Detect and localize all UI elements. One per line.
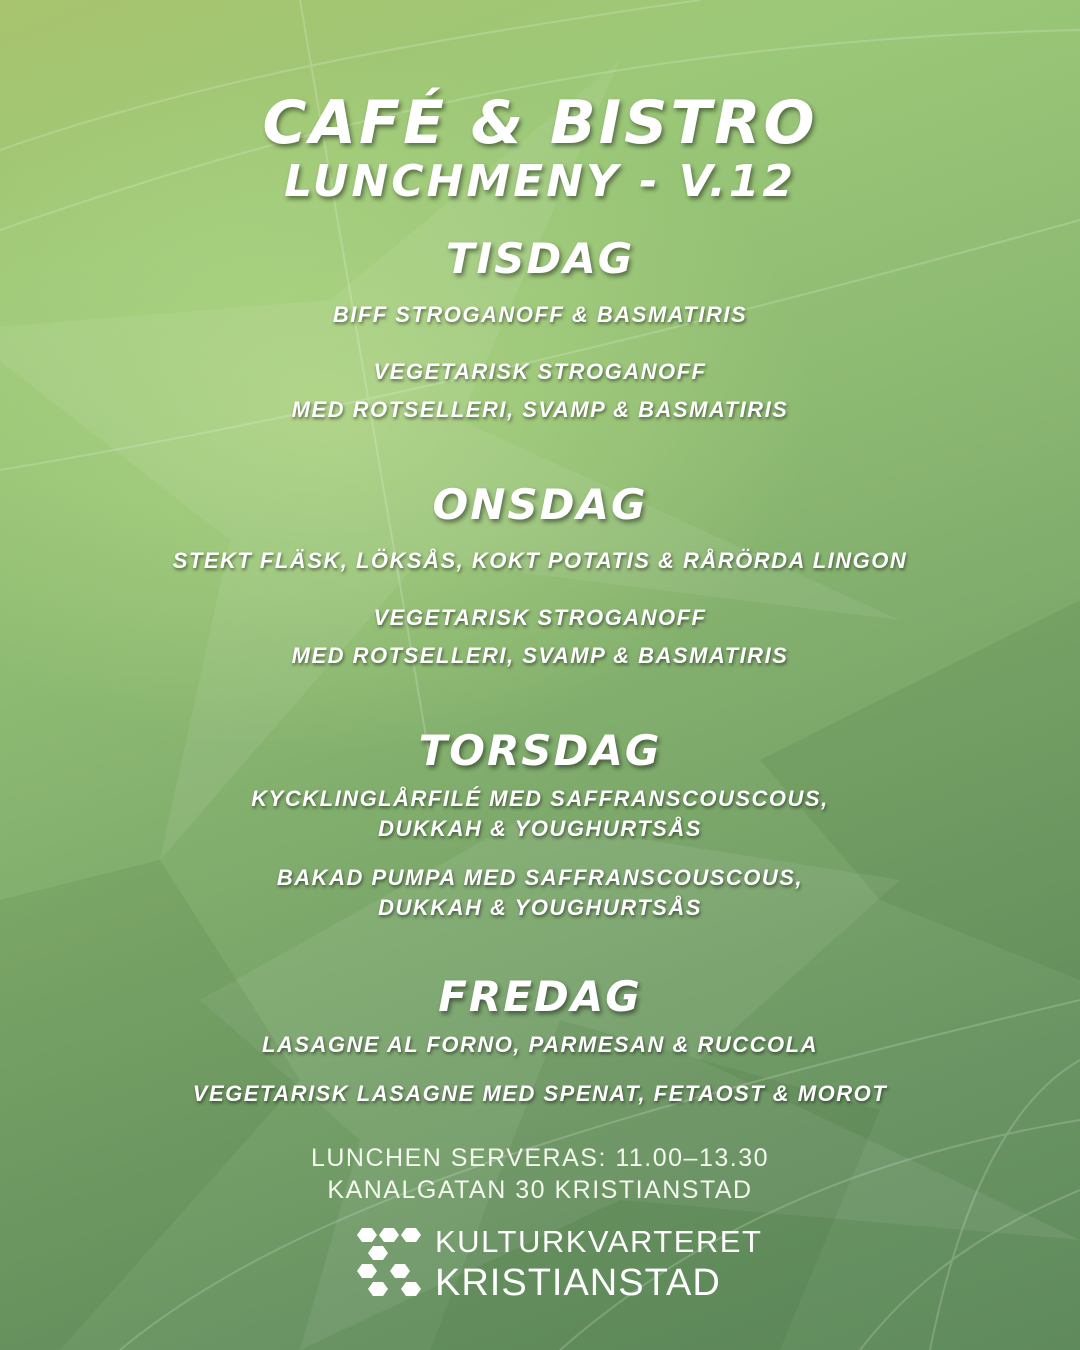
dish-line: DUKKAH & YOUGHURTSÅS (378, 895, 702, 920)
hexagon-cluster-icon (355, 1226, 425, 1300)
dish-line: DUKKAH & YOUGHURTSÅS (378, 816, 702, 841)
dish-line: MED ROTSELLERI, SVAMP & BASMATIRIS (291, 397, 789, 422)
day-heading-tisdag: TISDAG (445, 234, 635, 283)
dish-line: VEGETARISK LASAGNE MED SPENAT, FETAOST & MOROT (192, 1081, 888, 1106)
dish-line: KYCKLINGLÅRFILÉ MED SAFFRANSCOUSCOUS, (251, 786, 829, 811)
logo-line-1: KULTURKVARTERET (435, 1224, 763, 1259)
dish-line: BAKAD PUMPA MED SAFFRANSCOUSCOUS, (276, 865, 804, 890)
day-heading-onsdag: ONSDAG (432, 480, 648, 529)
logo-line-2: KRISTIANSTAD (435, 1262, 721, 1304)
poster-title: CAFÉ & BISTRO (262, 88, 818, 158)
day-heading-fredag: FREDAG (438, 972, 642, 1021)
dish-line: MED ROTSELLERI, SVAMP & BASMATIRIS (291, 643, 789, 668)
address: KANALGATAN 30 KRISTIANSTAD (327, 1176, 753, 1204)
kulturkvarteret-logo (355, 1222, 763, 1306)
dish-line: LASAGNE AL FORNO, PARMESAN & RUCCOLA (262, 1032, 818, 1057)
dish-line: VEGETARISK STROGANOFF (373, 605, 707, 630)
day-heading-torsdag: TORSDAG (418, 726, 662, 775)
dish-line: VEGETARISK STROGANOFF (373, 359, 707, 384)
serving-hours: LUNCHEN SERVERAS: 11.00–13.30 (310, 1144, 770, 1172)
dish-line: BIFF STROGANOFF & BASMATIRIS (332, 302, 748, 327)
dish-line: STEKT FLÄSK, LÖKSÅS, KOKT POTATIS & RÅRÖRDA LINGON (172, 548, 908, 573)
poster-subtitle: LUNCHMENY - V.12 (284, 156, 796, 207)
